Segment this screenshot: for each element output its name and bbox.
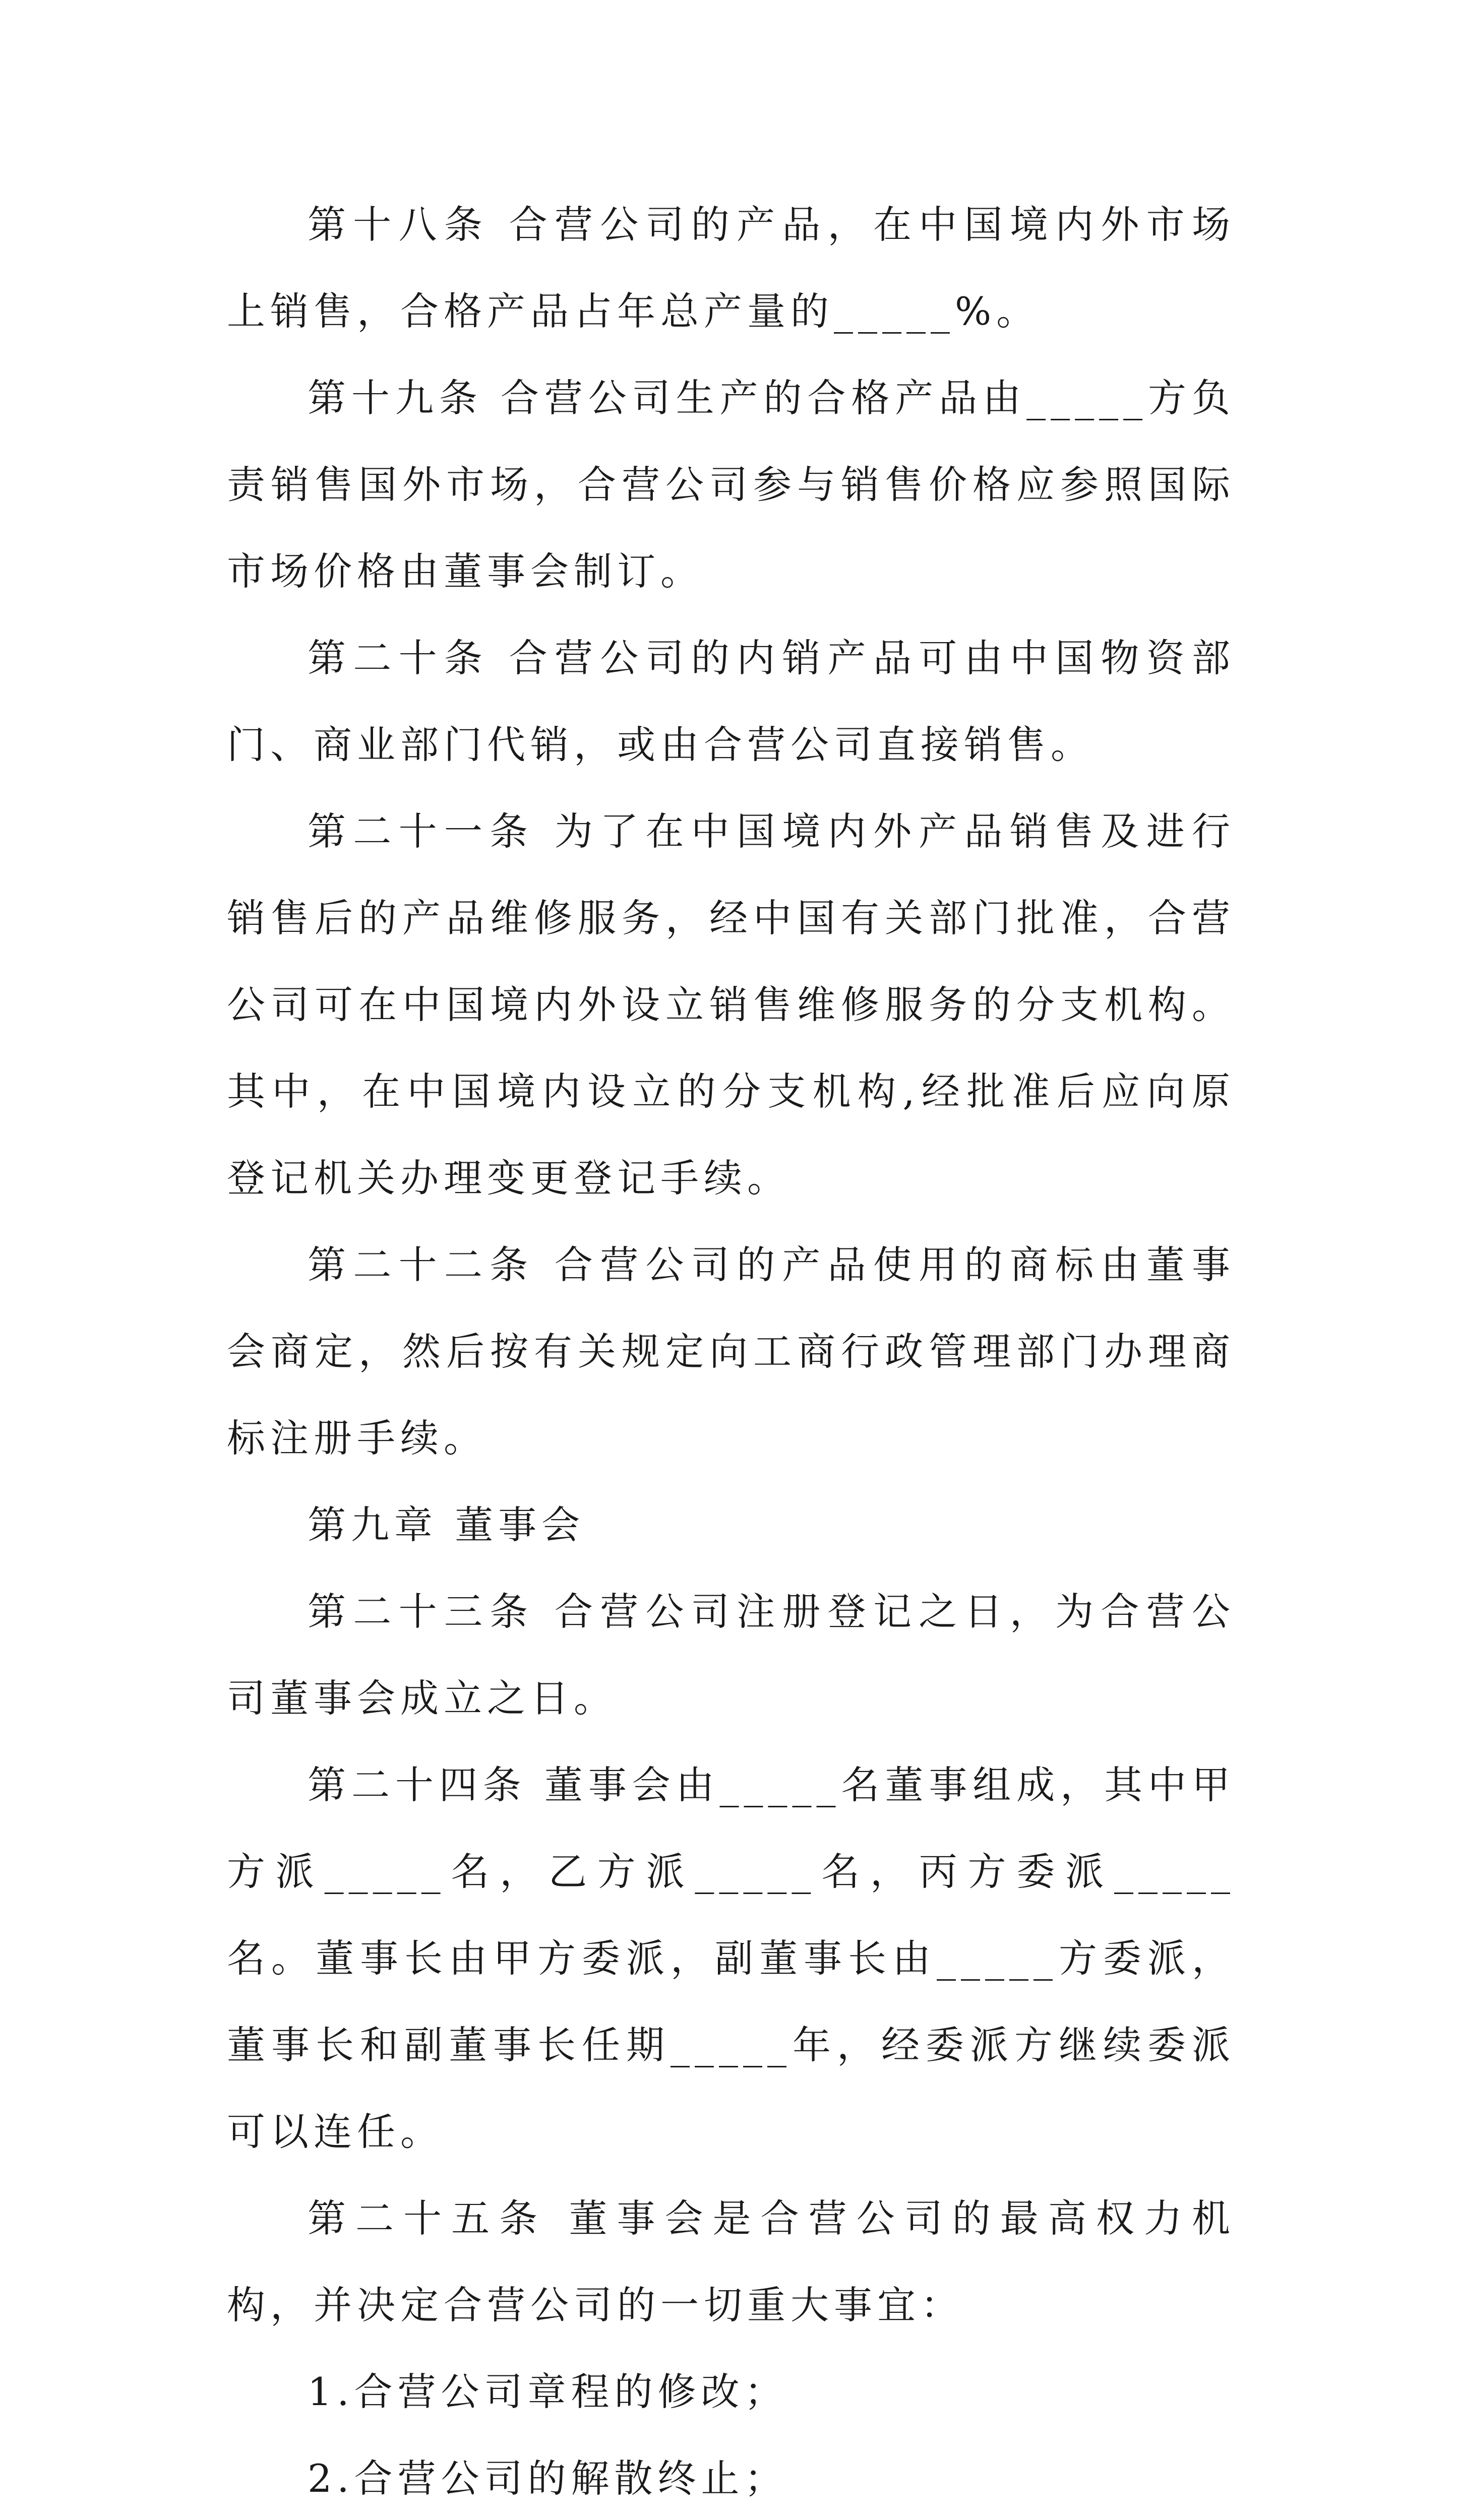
article-24: 第二十四条 董事会由_____名董事组成，其中甲方派_____名，乙方派_____名，丙方委派_____名。董事长由甲方委派，副董事长由_____方委派，董事长和副董事长任期_____年，经委派方继续委派可以连任。: [227, 1762, 1235, 2154]
article-25: 第二十五条 董事会是合营公司的最高权力机构，并决定合营公司的一切重大事宜：: [227, 2196, 1235, 2327]
document-body: [227, 181, 1235, 2520]
list-item-1: 1.合营公司章程的修改；: [308, 2369, 788, 2414]
chapter-9-heading: 第九章 董事会: [308, 1502, 585, 1547]
article-21: 第二十一条 为了在中国境内外产品销售及进行销售后的产品维修服务，经中国有关部门批准，合营公司可在中国境内外设立销售维修服务的分支机构。其中，在中国境内设立的分支机构,经批准后应向原登记机关办理变更登记手续。: [227, 809, 1235, 1201]
article-18: 第十八条 合营公司的产品，在中国境内外市场上销售，合格产品占年总产量的_____%。: [227, 202, 1235, 334]
article-20: 第二十条 合营公司的内销产品可由中国物资部门、商业部门代销，或由合营公司直接销售。: [227, 636, 1235, 767]
article-23: 第二十三条 合营公司注册登记之日，为合营公司董事会成立之日。: [227, 1589, 1235, 1721]
list-item-2: 2.合营公司的解散终止；: [308, 2456, 788, 2501]
article-22: 第二十二条 合营公司的产品使用的商标由董事会商定，然后按有关规定向工商行政管理部门办理商标注册手续。: [227, 1242, 1235, 1461]
article-19: 第十九条 合营公司生产的合格产品由_____方负责销售国外市场，合营公司参与销售价格应参照国际市场价格由董事会制订。: [227, 375, 1235, 594]
